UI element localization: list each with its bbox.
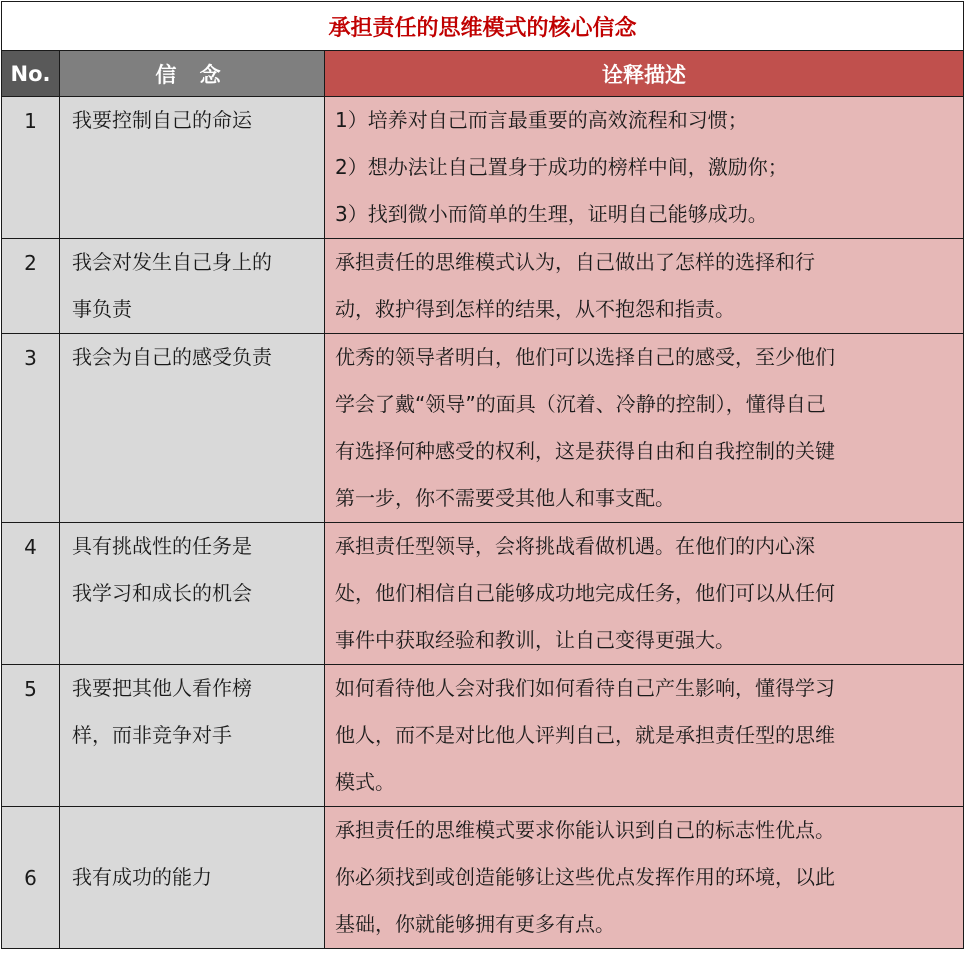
table-row — [2, 239, 964, 334]
desc-line: 事件中获取经验和教训，让自己变得更强大。 — [335, 628, 735, 652]
row-number: 5 — [2, 665, 60, 807]
desc-line: 你必须找到或创造能够让这些优点发挥作用的环境，以此 — [335, 865, 835, 889]
belief-line: 具有挑战性的任务是 — [72, 534, 252, 558]
belief-line: 样，而非竞争对手 — [72, 723, 232, 747]
desc-line: 学会了戴“领导”的面具（沉着、冷静的控制），懂得自己 — [335, 392, 826, 416]
row-number: 1 — [2, 97, 60, 239]
desc-line: 3）找到微小而简单的生理，证明自己能够成功。 — [335, 202, 768, 226]
belief-line: 我要控制自己的命运 — [72, 108, 252, 132]
belief-cell — [60, 807, 325, 949]
desc-cell — [325, 97, 964, 239]
table-row — [2, 807, 964, 949]
belief-cell — [60, 239, 325, 334]
belief-line: 我会对发生自己身上的 — [72, 250, 272, 274]
desc-cell — [325, 239, 964, 334]
table-row — [2, 523, 964, 665]
table-row — [2, 665, 964, 807]
header-row — [2, 51, 964, 97]
desc-line: 1）培养对自己而言最重要的高效流程和习惯； — [335, 108, 748, 132]
belief-line: 我会为自己的感受负责 — [72, 345, 272, 369]
belief-cell — [60, 334, 325, 523]
belief-line: 事负责 — [72, 297, 132, 321]
desc-line: 有选择何种感受的权利，这是获得自由和自我控制的关键 — [335, 439, 835, 463]
belief-cell — [60, 665, 325, 807]
title-row — [2, 2, 964, 51]
table-title: 承担责任的思维模式的核心信念 — [2, 2, 964, 51]
desc-line: 2）想办法让自己置身于成功的榜样中间，激励你； — [335, 155, 788, 179]
header-no: No. — [2, 51, 60, 97]
belief-line: 我有成功的能力 — [72, 865, 212, 889]
row-number: 2 — [2, 239, 60, 334]
desc-line: 第一步，你不需要受其他人和事支配。 — [335, 486, 675, 510]
belief-cell — [60, 97, 325, 239]
table-row — [2, 97, 964, 239]
row-number: 3 — [2, 334, 60, 523]
belief-cell — [60, 523, 325, 665]
table-row — [2, 334, 964, 523]
desc-line: 承担责任的思维模式要求你能认识到自己的标志性优点。 — [335, 818, 835, 842]
header-belief: 信 念 — [60, 51, 325, 97]
desc-cell — [325, 807, 964, 949]
row-number: 4 — [2, 523, 60, 665]
row-number: 6 — [2, 807, 60, 949]
desc-cell — [325, 523, 964, 665]
belief-line: 我要把其他人看作榜 — [72, 676, 252, 700]
desc-cell — [325, 665, 964, 807]
desc-line: 他人，而不是对比他人评判自己，就是承担责任型的思维 — [335, 723, 835, 747]
desc-line: 如何看待他人会对我们如何看待自己产生影响，懂得学习 — [335, 676, 835, 700]
desc-cell — [325, 334, 964, 523]
desc-line: 基础，你就能够拥有更多有点。 — [335, 912, 615, 936]
desc-line: 模式。 — [335, 770, 395, 794]
beliefs-table — [1, 1, 964, 949]
desc-line: 承担责任的思维模式认为，自己做出了怎样的选择和行 — [335, 250, 815, 274]
desc-line: 动，救护得到怎样的结果，从不抱怨和指责。 — [335, 297, 735, 321]
desc-line: 优秀的领导者明白，他们可以选择自己的感受，至少他们 — [335, 345, 835, 369]
header-desc: 诠释描述 — [325, 51, 964, 97]
belief-line: 我学习和成长的机会 — [72, 581, 252, 605]
desc-line: 处，他们相信自己能够成功地完成任务，他们可以从任何 — [335, 581, 835, 605]
desc-line: 承担责任型领导，会将挑战看做机遇。在他们的内心深 — [335, 534, 815, 558]
